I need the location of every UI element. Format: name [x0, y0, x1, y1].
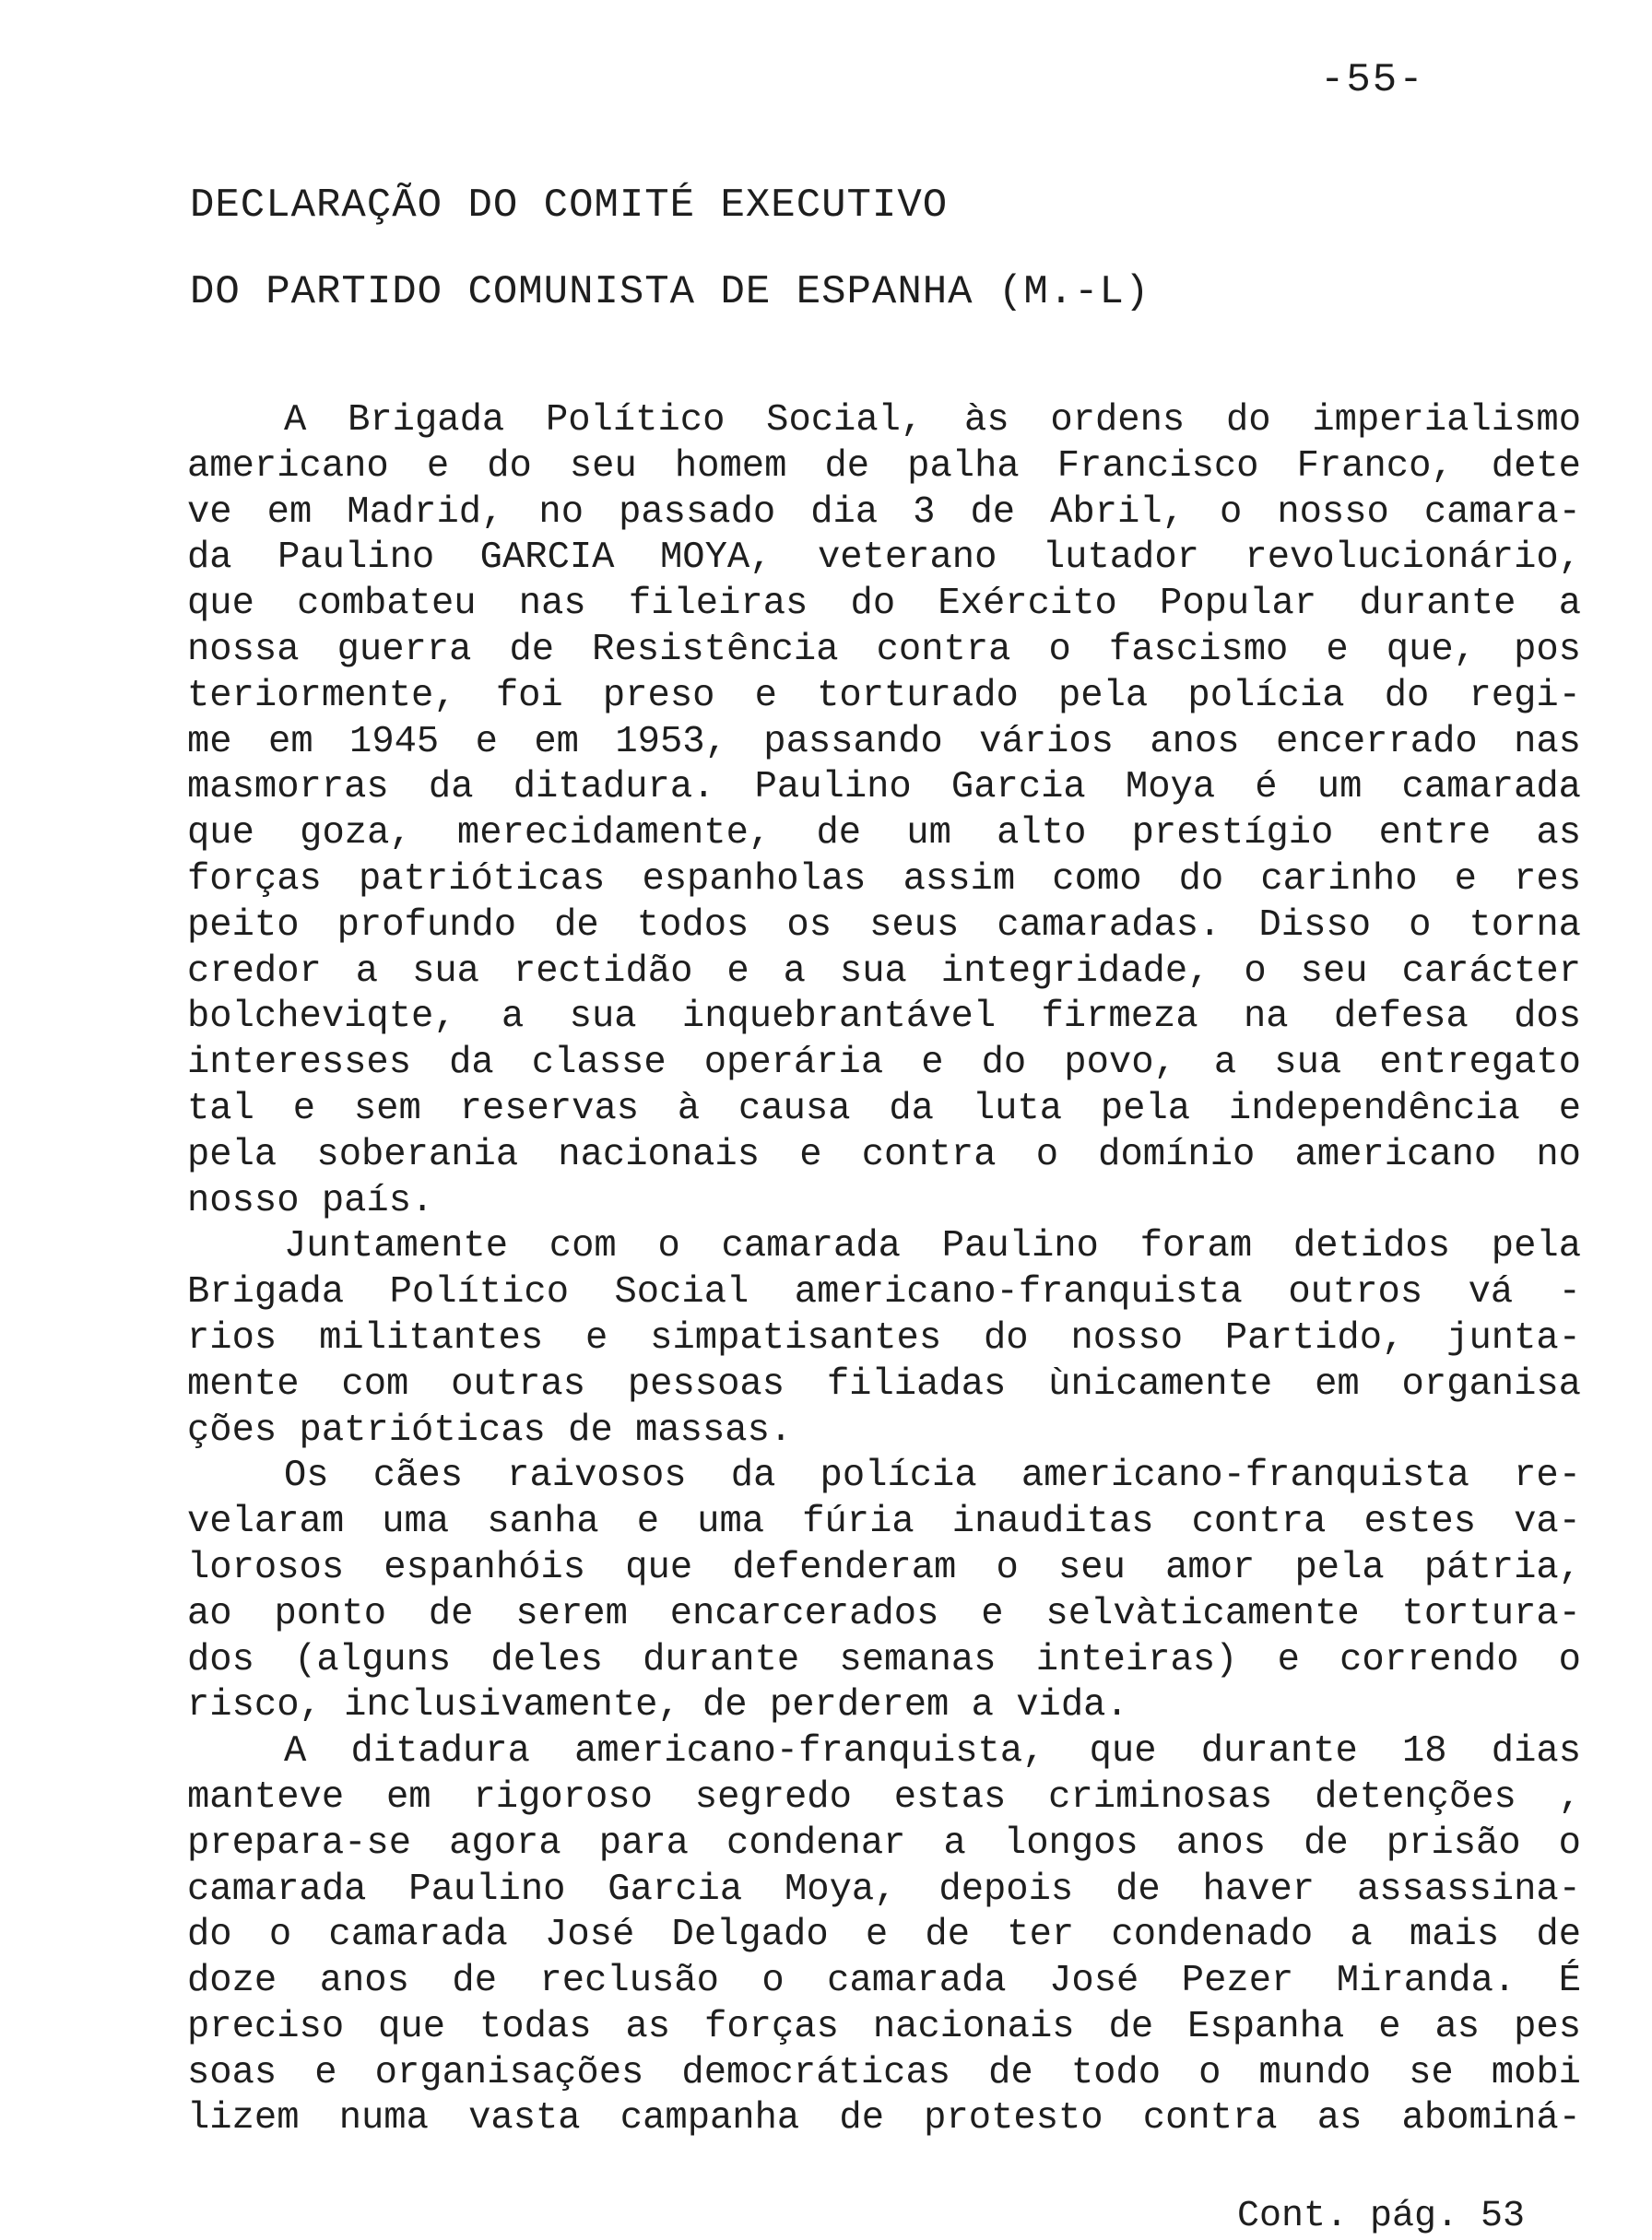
- body-line: preciso que todas as forças nacionais de Espanha e as pes: [187, 2005, 1581, 2048]
- body-line: que combateu nas fileiras do Exército Popular durante a: [187, 583, 1581, 626]
- body-line: prepara-se agora para condenar a longos anos de prisão o: [187, 1821, 1581, 1865]
- body-line: masmorras da ditadura. Paulino Garcia Moya é um camarada: [187, 766, 1581, 809]
- body-line: A Brigada Político Social, às ordens do imperialismo: [284, 399, 1581, 442]
- body-line: ao ponto de serem encarcerados e selvàticamente tortura-: [187, 1592, 1581, 1635]
- body-line: que goza, merecidamente, de um alto prestígio entre as: [187, 812, 1581, 855]
- body-line: lizem numa vasta campanha de protesto contra as abominá-: [187, 2097, 1581, 2140]
- body-line: A ditadura americano-franquista, que durante 18 dias: [284, 1730, 1581, 1774]
- body-line: ve em Madrid, no passado dia 3 de Abril, o nosso camara-: [187, 490, 1581, 534]
- body-line: lorosos espanhóis que defenderam o seu amor pela pátria,: [187, 1546, 1581, 1589]
- continuation-note: Cont. pág. 53: [1237, 2196, 1526, 2237]
- body-line: Brigada Político Social americano-franquista outros vá -: [187, 1271, 1581, 1315]
- body-line: dos (alguns deles durante semanas inteiras) e correndo o: [187, 1638, 1581, 1681]
- heading-line-2: DO PARTIDO COMUNISTA DE ESPANHA (M.-L): [190, 269, 1150, 315]
- body-line: forças patrióticas espanholas assim como do carinho e res: [187, 857, 1581, 901]
- body-line: interesses da classe operária e do povo, a sua entregato: [187, 1042, 1581, 1085]
- body-line: do o camarada José Delgado e de ter condenado a mais de: [187, 1914, 1581, 1957]
- body-line: risco, inclusivamente, de perderem a vida.: [187, 1684, 1128, 1727]
- page-number: -55-: [1320, 57, 1425, 103]
- body-line: bolcheviqte, a sua inquebrantável firmeza na defesa dos: [187, 996, 1581, 1039]
- body-line: camarada Paulino Garcia Moya, depois de haver assassina-: [187, 1868, 1581, 1911]
- body-line: nosso país.: [187, 1179, 434, 1222]
- body-text: [187, 398, 1581, 2142]
- body-line: peito profundo de todos os seus camaradas. Disso o torna: [187, 903, 1581, 947]
- body-line: tal e sem reservas à causa da luta pela independência e: [187, 1087, 1581, 1130]
- body-line: doze anos de reclusão o camarada José Pezer Miranda. É: [187, 1960, 1581, 2003]
- body-line: americano e do seu homem de palha Francisco Franco, dete: [187, 444, 1581, 488]
- body-line: me em 1945 e em 1953, passando vários anos encerrado nas: [187, 720, 1581, 763]
- body-line: pela soberania nacionais e contra o domínio americano no: [187, 1133, 1581, 1176]
- body-line: manteve em rigoroso segredo estas criminosas detenções ,: [187, 1775, 1581, 1819]
- body-line: ções patrióticas de massas.: [187, 1409, 793, 1452]
- body-line: credor a sua rectidão e a sua integridade, o seu carácter: [187, 949, 1581, 993]
- body-line: Os cães raivosos da polícia americano-franquista re-: [284, 1455, 1581, 1498]
- body-line: mente com outras pessoas filiadas ùnicamente em organisa: [187, 1362, 1581, 1406]
- body-line: nossa guerra de Resistência contra o fascismo e que, pos: [187, 628, 1581, 671]
- body-line: da Paulino GARCIA MOYA, veterano lutador revolucionário,: [187, 536, 1581, 580]
- heading-line-1: DECLARAÇÃO DO COMITÉ EXECUTIVO: [190, 183, 949, 229]
- body-line: soas e organisações democráticas de todo o mundo se mobi: [187, 2051, 1581, 2094]
- body-line: Juntamente com o camarada Paulino foram detidos pela: [284, 1225, 1581, 1268]
- body-line: teriormente, foi preso e torturado pela polícia do regi-: [187, 674, 1581, 717]
- body-line: velaram uma sanha e uma fúria inauditas contra estes va-: [187, 1501, 1581, 1544]
- body-line: rios militantes e simpatisantes do nosso Partido, junta-: [187, 1316, 1581, 1360]
